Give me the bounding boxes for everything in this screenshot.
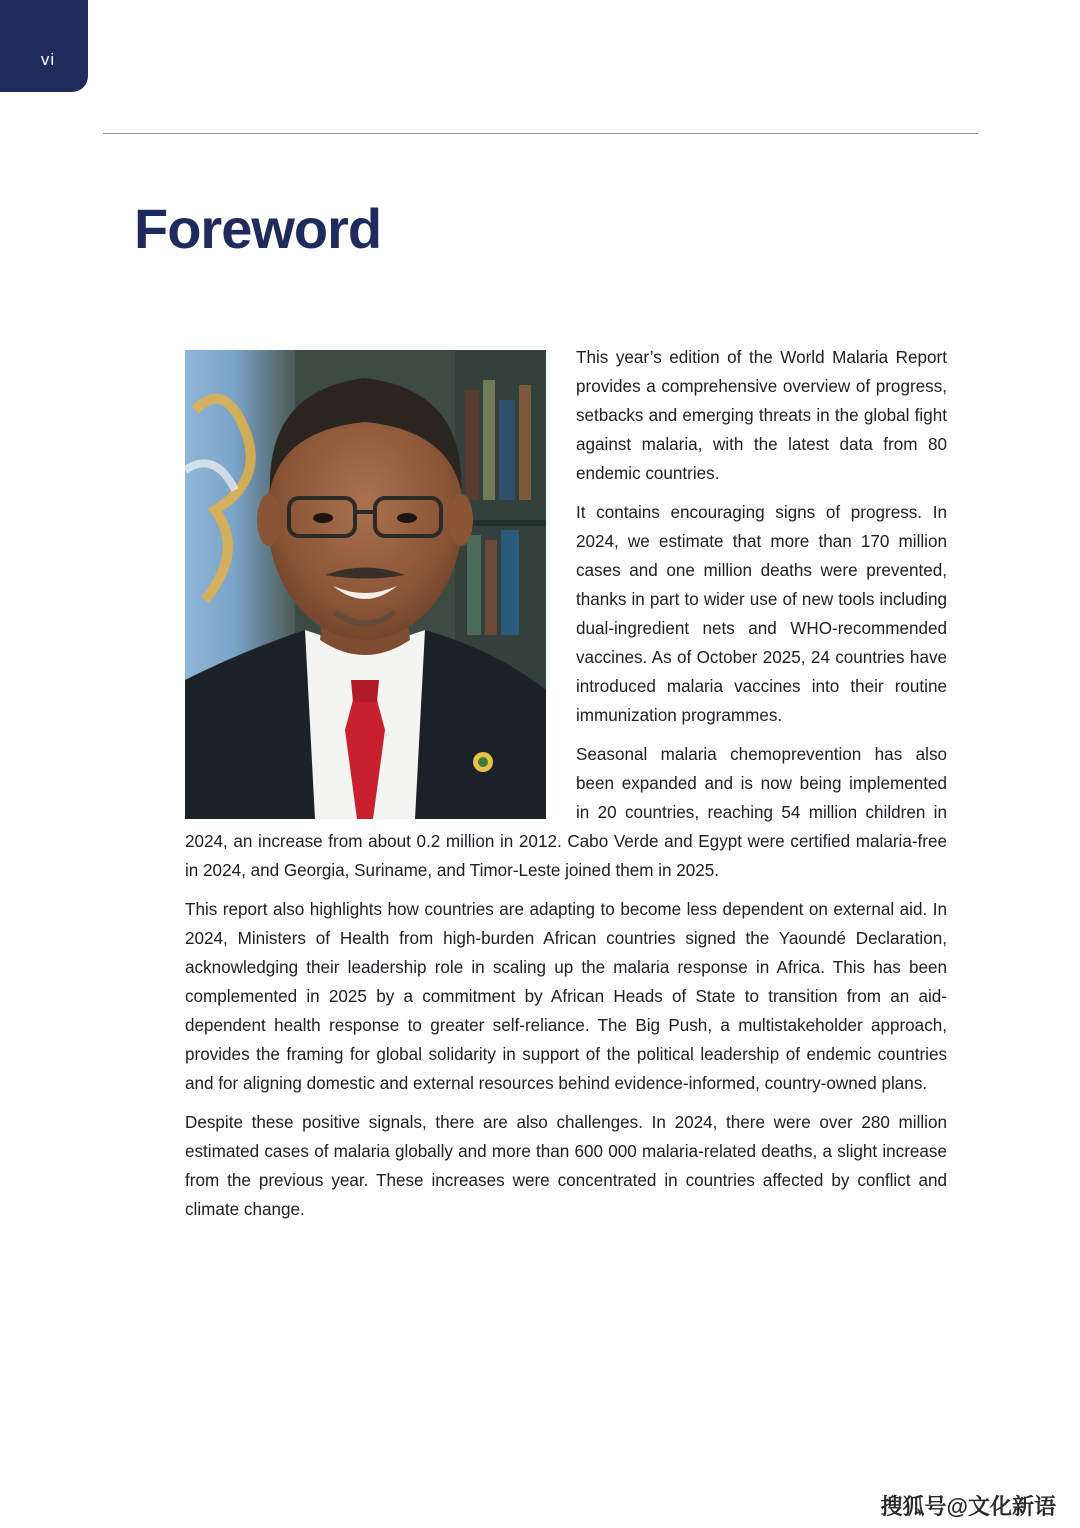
source-watermark: 搜狐号@文化新语 xyxy=(880,1494,1056,1519)
portrait-illustration xyxy=(185,350,546,819)
paragraph-4: This report also highlights how countries are adapting to become less dependent on external aid. In 2024, Ministers of Health from high-burden African countries signed the Yaoundé Declaration, acknowledging their leadership role in scaling up the malaria response in Africa. This has been complemented in 2025 by a commitment by African Heads of State to transition from an aid-dependent health response to greater self-reliance. The Big Push, a multistakeholder approach, provides the framing for global solidarity in support of the political leadership of endemic countries and for aligning domestic and external resources behind evidence-informed, country-owned plans. xyxy=(185,900,947,1093)
page-number: vi xyxy=(40,50,56,69)
portrait-photo xyxy=(185,350,546,819)
page-title: Foreword xyxy=(134,197,382,260)
paragraph-5: Despite these positive signals, there are also challenges. In 2024, there were over 280 million estimated cases of malaria globally and more than 600 000 malaria-related deaths, a slight increase from the previous year. These increases were concentrated in countries affected by conflict and climate change. xyxy=(185,1113,947,1219)
foreword-body xyxy=(185,343,947,1234)
paragraph-1: This year’s edition of the World Malaria Report provides a comprehensive overview of progress, setbacks and emerging threats in the global fight against malaria, with the latest data from 80 endemic countries. xyxy=(576,348,947,483)
header-divider xyxy=(103,133,978,134)
paragraph-3: Seasonal malaria chemoprevention has also been expanded and is now being implemented in 20 countries, reaching 54 million children in 2024, an increase from about 0.2 million in 2012. Cabo Verde and Egypt were certified malaria-free in 2024, and Georgia, Suriname, and Timor-Leste joined them in 2025. xyxy=(185,745,947,880)
paragraph-2: It contains encouraging signs of progress. In 2024, we estimate that more than 170 million cases and one million deaths were prevented, thanks in part to wider use of new tools including dual-ingredient nets and WHO-recommended vaccines. As of October 2025, 24 countries have introduced malaria vaccines into their routine immunization programmes. xyxy=(576,503,947,725)
page-number-tab xyxy=(0,0,88,92)
